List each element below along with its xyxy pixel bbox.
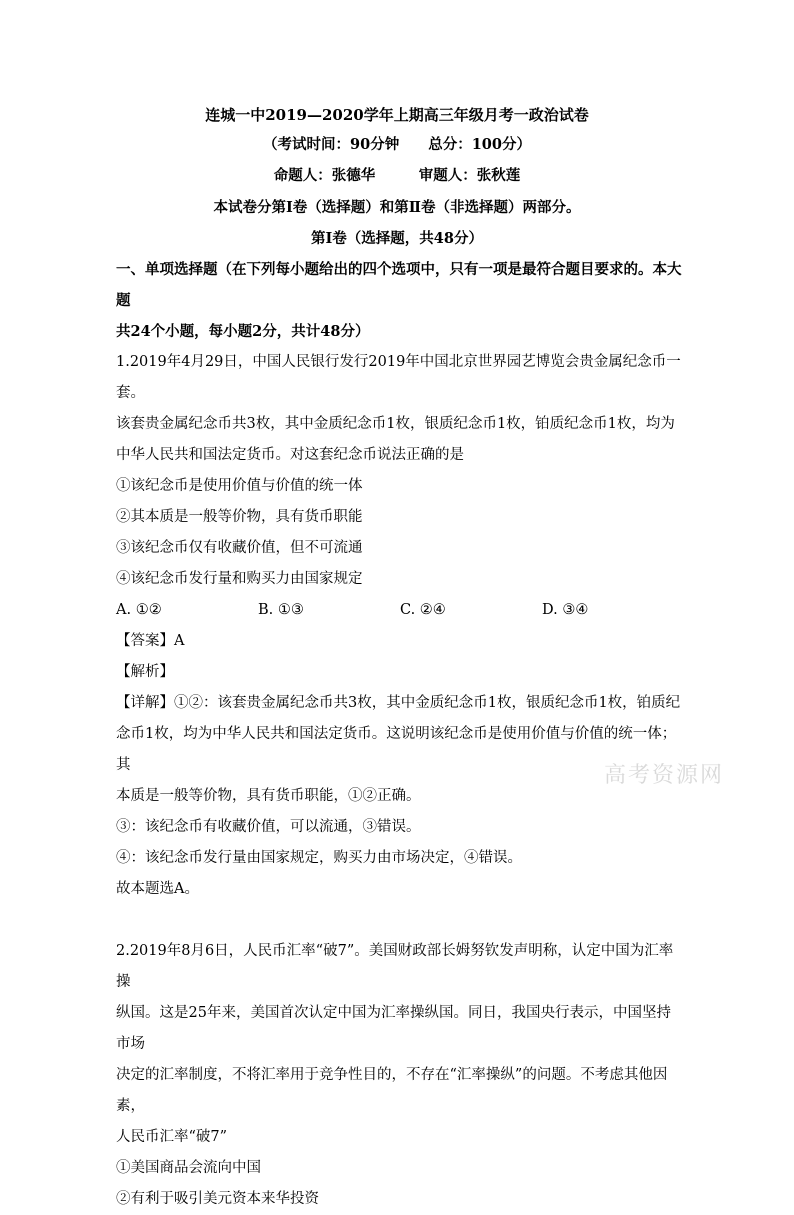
q2-stem-line3: 决定的汇率制度，不将汇率用于竞争性目的，不存在“汇率操纵”的问题。不考虑其他因素，: [116, 1067, 668, 1114]
section1-heading-line2: 共24个小题，每小题2分，共计48分）: [116, 323, 370, 340]
q1-answer: 【答案】A: [116, 633, 185, 649]
q1-item: ①该纪念币是使用价值与价值的统一体: [116, 478, 363, 494]
q2-stem-line4: 人民币汇率“破7”: [116, 1129, 228, 1145]
section1-heading-line1: 一、单项选择题（在下列每小题给出的四个选项中，只有一项是最符合题目要求的。本大题: [116, 261, 682, 309]
q1-detail-line1: 【详解】①②：该套贵金属纪念币共3枚，其中金质纪念币1枚，银质纪念币1枚，铂质纪: [116, 695, 681, 711]
q1-option-c: C. ②④: [400, 602, 446, 618]
q2-stem-line1: 2.2019年8月6日，人民币汇率“破7”。美国财政部长姆努钦发声明称，认定中国为汇率操: [116, 943, 674, 990]
q1-conclusion: 故本题选A。: [116, 881, 199, 897]
q1-detail-line4: ③：该纪念币有收藏价值，可以流通，③错误。: [116, 819, 421, 835]
exam-title: 连城一中2019—2020学年上期高三年级月考一政治试卷: [205, 106, 589, 124]
exam-info: （考试时间：90分钟 总分：100分）: [263, 136, 531, 153]
q1-item: ②其本质是一般等价物，具有货币职能: [116, 509, 363, 525]
spacer: [116, 905, 684, 936]
q1-detail-line2: 念币1枚，均为中华人民共和国法定货币。这说明该纪念币是使用价值与价值的统一体；其: [116, 726, 677, 773]
q1-item: ③该纪念币仅有收藏价值，但不可流通: [116, 540, 363, 556]
exam-structure: 本试卷分第Ⅰ卷（选择题）和第Ⅱ卷（非选择题）两部分。: [213, 199, 581, 216]
watermark-logo: 高考资源网: [604, 763, 725, 788]
q2-item: ②有利于吸引美元资本来华投资: [116, 1191, 319, 1207]
q2-item: ①美国商品会流向中国: [116, 1160, 261, 1176]
q1-detail-line3: 本质是一般等价物，具有货币职能，①②正确。: [116, 788, 421, 804]
q2-stem-line2: 纵国。这是25年来，美国首次认定中国为汇率操纵国。同日，我国央行表示，中国坚持市场: [116, 1005, 671, 1052]
q1-detail-line5: ④：该纪念币发行量由国家规定，购买力由市场决定，④错误。: [116, 850, 522, 866]
q1-stem-line3: 中华人民共和国法定货币。对这套纪念币说法正确的是: [116, 447, 464, 463]
q1-option-a: A. ①②: [116, 602, 162, 618]
part1-heading: 第Ⅰ卷（选择题，共48分）: [311, 230, 483, 247]
q1-option-b: B. ①③: [258, 602, 304, 618]
exam-body: [116, 254, 684, 1215]
exam-authors: 命题人：张德华 审题人：张秋莲: [273, 167, 521, 184]
q1-item: ④该纪念币发行量和购买力由国家规定: [116, 571, 363, 587]
q1-analysis-label: 【解析】: [116, 664, 174, 680]
q1-stem-line1: 1.2019年4月29日，中国人民银行发行2019年中国北京世界园艺博览会贵金属纪念币一套。: [116, 354, 681, 401]
q1-option-d: D. ③④: [542, 602, 589, 618]
q1-options: [116, 595, 684, 626]
q1-stem-line2: 该套贵金属纪念币共3枚，其中金质纪念币1枚，银质纪念币1枚，铂质纪念币1枚，均为: [116, 416, 675, 432]
